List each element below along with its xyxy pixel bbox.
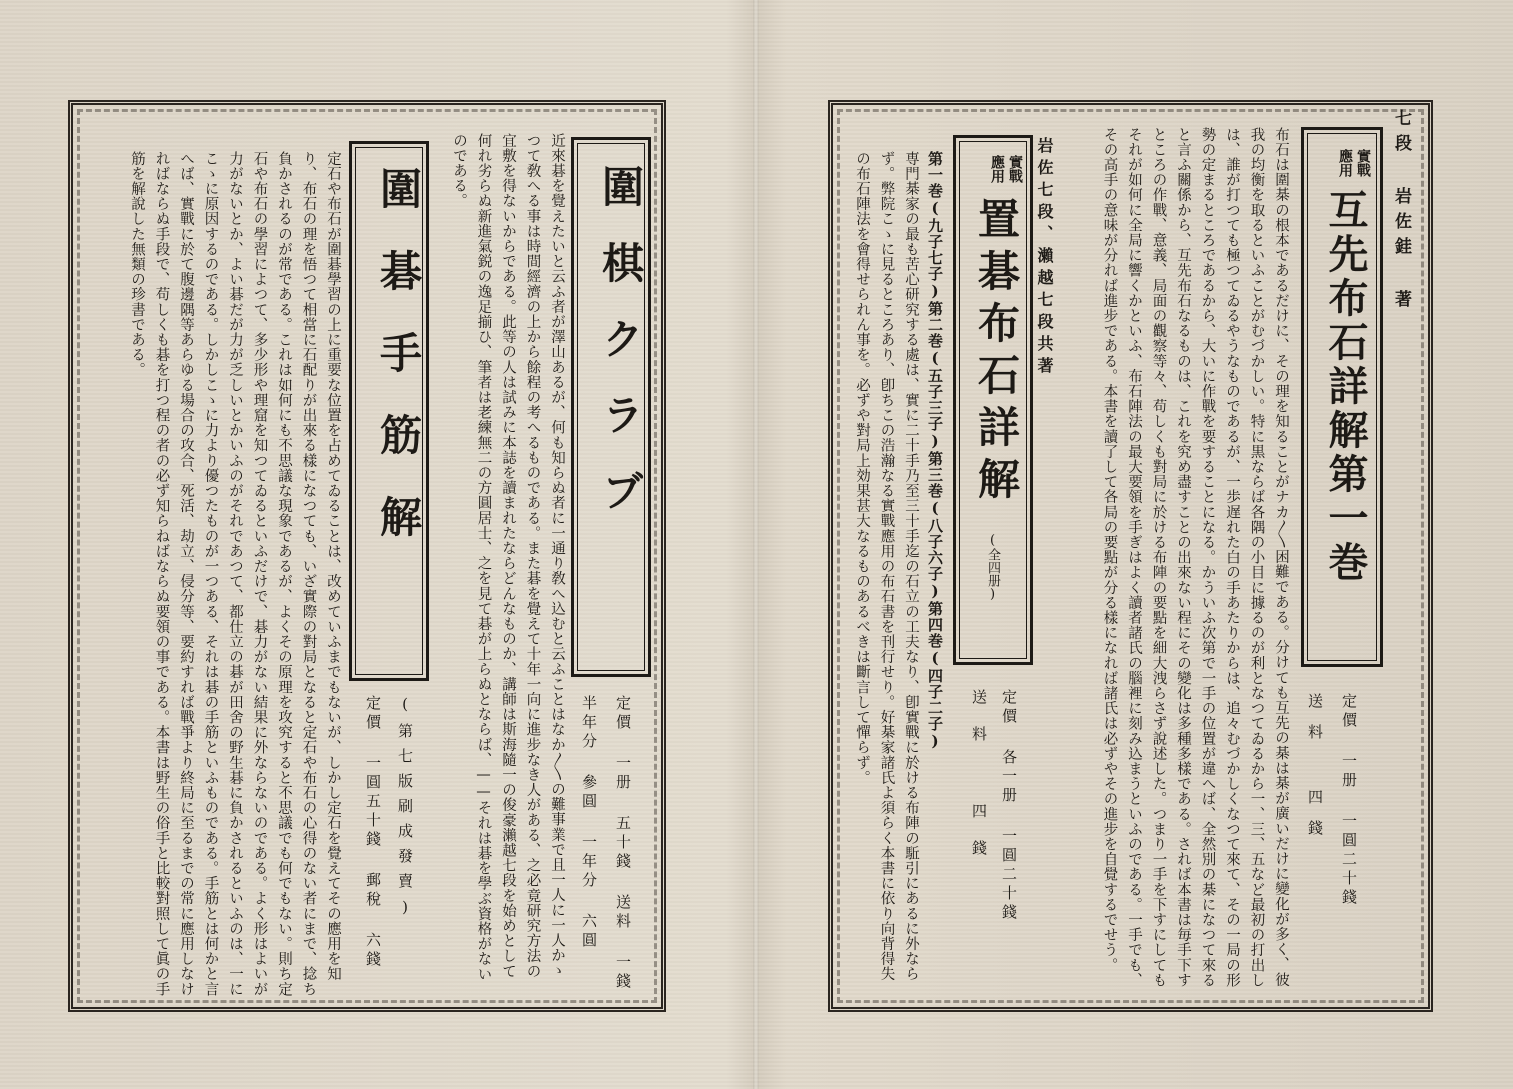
book2-ruby-bottom: 應用 [989, 155, 1005, 183]
book2-price: 定價 各一册 一圓二十錢 [1000, 689, 1018, 923]
book2-volumes: 第一巻(九子七子)第二巻(五子三子)第三巻(八子六子)第四巻(四子二子) [926, 151, 944, 751]
left-page [68, 100, 666, 1012]
book2-description: 専門棊家の最も苦心研究する處は、實に二十手乃至三十手迄の石立の工夫なり、卽實戰に於ける布陣の駈引にあるに外ならず。弊院こゝに見るところあり、卽ちこの浩瀚なる實戰應用の布石書を刊行せり。好棊家諸氏よ須らく本書に依り向背得失の布石陣法を會得せられん事を。必ずや對局上効果甚大なるものあるべきは斷言して憚らず。 [854, 151, 919, 982]
right-page [828, 100, 1433, 1012]
book2-shipping: 送料 四錢 [970, 689, 988, 877]
center-fold [753, 0, 759, 1089]
club-description: 近來碁を覺えたいと云ふ者が澤山あるが、何も知らぬ者に一通り敎へ込むと云ふことはなか〳〵の難事業で且一人に一人かゝつて敎へる事は時間經濟の上から餘程の考へるものである。また碁を覺えて十年一向に進步なき人がある、之必竟研究方法の宜敷を得ないからである。此等の人は試みに本誌を讀まれたならどんなものか、講師は斯海隨一の俊豪瀨越七段を始めとして何れ劣らぬ新進氣鋭の逸足揃ひ、筆者は老練無二の方圓居士、之を見て碁が上らぬとならば、——それは碁を學ぶ資格がないのである。 [451, 133, 565, 982]
book1-ruby-top: 實戰 [1355, 149, 1371, 177]
book1-ruby-bottom: 應用 [1337, 149, 1353, 177]
club-title: 圍棋クラブ [596, 165, 645, 545]
book1-shipping: 送料 四錢 [1306, 693, 1324, 851]
tesuji-edition-note: (第七版刷成發賣) [396, 695, 414, 926]
tesuji-description: 定石や布石が圍碁學習の上に重要な位置を占めてゐることは、改めていふまでもないが、しかし定石を覺えてその應用を知り、布石の理を悟つて相當に石配りが出來る樣になつても、いざ實際の對局となると定石や布石の心得のない者にまで、捻ち負かされるのが常である。これは如何にも不思議な現象であるが、よくその原理を攻究すると不思議でも何でもない。則ち定石や布石の學習によつて、多少形や理窟を知つてゐるといふだけで、碁力がない結果に外ならないのである。よく形はよいが力がないとか、よい碁だが力が乏しいとかいふのがそれであつて、都仕立の碁が田舍の野生碁に負かされるといふのは、一にこゝに原因するのである。しかしこゝに力より優つたものが一つある、それは碁の手筋といふものである。手筋とは何かと言へば、實戰に於て腹邊隅等あらゆる場合の攻合、死活、劫立、侵分等、要約すれば戰爭より終局に至るまでの常に應用しなければならぬ手段で、苟しくも碁を打つ程の者の必ず知らねばならぬ要領の事である。本書は野生の俗手と比較對照して眞の手筋を解說した無類の珍書である。 [129, 151, 341, 997]
tesuji-title: 圍碁手筋解 [374, 167, 423, 577]
book2-ruby-top: 實戰 [1007, 155, 1023, 183]
tesuji-price: 定價 一圓五十錢 郵稅 六錢 [364, 695, 382, 970]
book1-title: 互先布石詳解第一巻 [1322, 189, 1368, 585]
book2-set-note: (全四册) [985, 533, 1000, 602]
book2-title: 置碁布石詳解 [972, 197, 1021, 509]
book1-description: 布石は圍棊の根本であるだけに、その理を知ることがナカ〳〵困難である。分けても互先の棊は棊が廣いだけに變化が多く、彼我の均衡を取るといふことがむづかしい。特に黒ならば各隅の小目に據るのが利となつてゐるから一、三、五など最初の打出しは、誰が打つても極つてゐるやうなものであるが、一歩遅れた白の手あたりからは、追々むづかしくなつて來て、その一局の形勢の定まるところであるから、大いに作戰を要することになる。かういふ次第で一手の位置が違へば、全然別の棊になつて來ると言ふ關係から、互先布石なるものは、これを究め盡すことの出來ない程にその變化は多種多樣である。されば本書は毎手下すところの作戰、意義、局面の觀察等々、苟しくも對局に於ける布陣の要點を細大洩らさず說述した。つまり一手を下すにしてもそれが如何に全局に響くかといふ、布石陣法の最大要領を手ぎはよく讀者諸氏の腦裡に刻み込まうといふのである。一手でも、その高手の意味が分れば進步である。本書を讀了して各局の要點が分る樣になれば諸氏は必ずやその進步を自覺するでせう。 [1101, 127, 1289, 988]
book1-price: 定價 一册 一圓二十錢 [1340, 693, 1358, 908]
club-subscription: 半年分 參圓 一年分 六圓 [580, 695, 598, 951]
book1-author: 七段 岩佐銈 著 [1391, 109, 1411, 315]
book2-authors: 岩佐七段、瀨越七段共著 [1035, 137, 1054, 379]
club-price: 定價 一册 五十錢 送料 一錢 [614, 695, 632, 992]
